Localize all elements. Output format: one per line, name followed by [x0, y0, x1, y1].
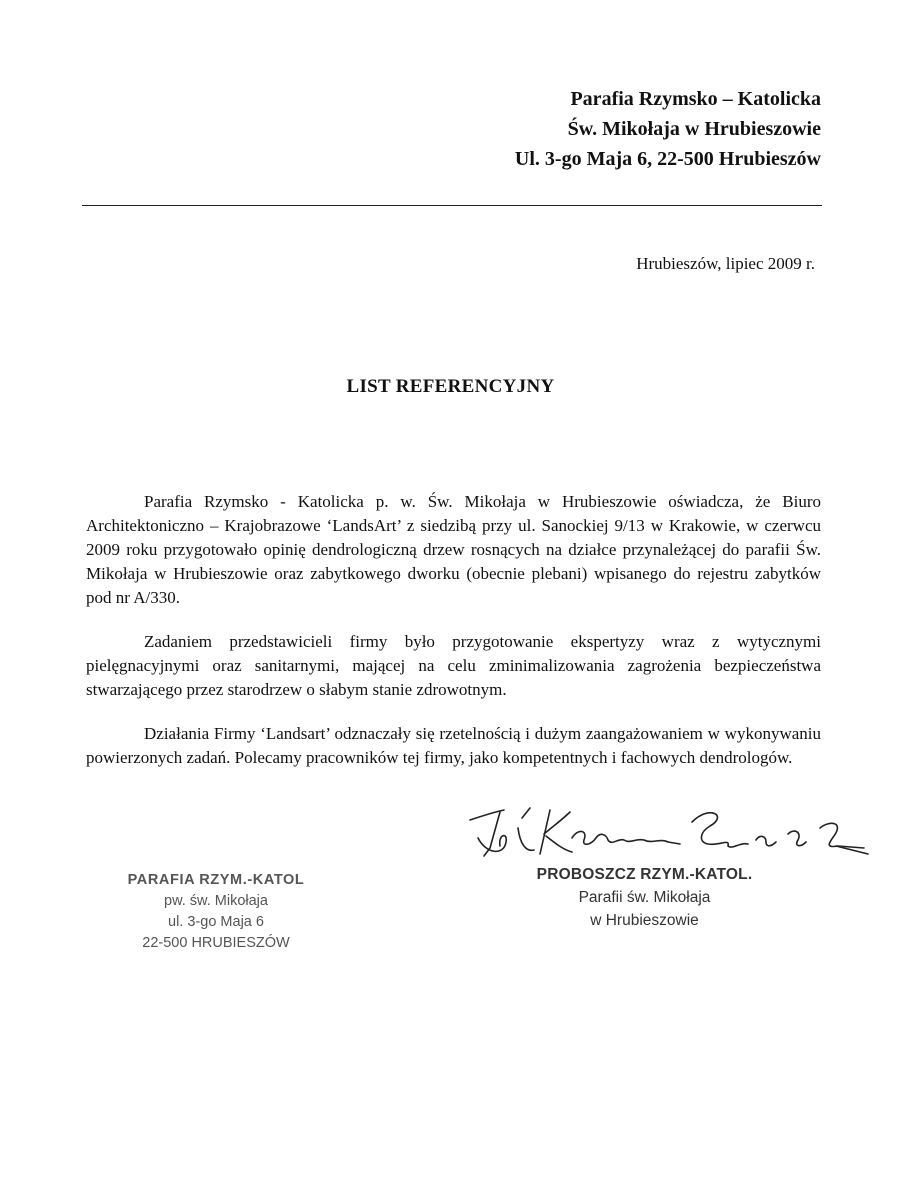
parish-stamp	[96, 870, 336, 954]
letter-date: Hrubieszów, lipiec 2009 r.	[636, 254, 815, 273]
parson-stamp-line: w Hrubieszowie	[590, 912, 699, 929]
letter-body	[86, 490, 821, 790]
parson-stamp	[512, 863, 777, 932]
parish-stamp-line: 22-500 HRUBIESZÓW	[142, 935, 290, 951]
parish-stamp-line: PARAFIA RZYM.-KATOL	[127, 872, 305, 888]
letterhead-parish-patron: Św. Mikołaja w Hrubieszowie	[567, 118, 821, 140]
header-divider	[82, 205, 822, 206]
parson-stamp-line: PROBOSZCZ RZYM.-KATOL.	[536, 866, 753, 883]
parish-stamp-line: ul. 3-go Maja 6	[168, 914, 264, 930]
letter-title: LIST REFERENCYJNY	[346, 376, 555, 397]
parish-stamp-line: pw. św. Mikołaja	[164, 893, 268, 909]
letterhead-address: Ul. 3-go Maja 6, 22-500 Hrubieszów	[514, 148, 821, 170]
letter-paragraph: Działania Firmy ‘Landsart’ odznaczały się rzetelnością i dużym zaangażowaniem w wykonywaniu powierzonych zadań. Polecamy pracowników tej firmy, jako kompetentnych i fachowych dendrologów.	[86, 724, 821, 767]
parson-stamp-line: Parafii św. Mikołaja	[578, 889, 711, 906]
letterhead	[515, 84, 821, 174]
letter-paragraph: Zadaniem przedstawicieli firmy było przygotowanie ekspertyzy wraz z wytycznymi pielęgnacyjnymi oraz sanitarnymi, mającej na celu zminimalizowania zagrożenia bezpieczeństwa stwarzającego przez starodrzew o słabym stanie zdrowotnym.	[86, 632, 821, 699]
letterhead-parish-name: Parafia Rzymsko – Katolicka	[570, 88, 821, 110]
handwritten-signature	[460, 798, 870, 870]
letter-paragraph: Parafia Rzymsko - Katolicka p. w. Św. Mikołaja w Hrubieszowie oświadcza, że Biuro Architektoniczno – Krajobrazowe ‘LandsArt’ z siedzibą przy ul. Sanockiej 9/13 w Krakowie, w czerwcu 2009 roku przygotowało opinię dendrologiczną drzew rosnących na działce przynależącej do parafii Św. Mikołaja w Hrubieszowie oraz zabytkowego dworku (obecnie plebani) wpisanego do rejestru zabytków pod nr A/330.	[86, 492, 821, 607]
